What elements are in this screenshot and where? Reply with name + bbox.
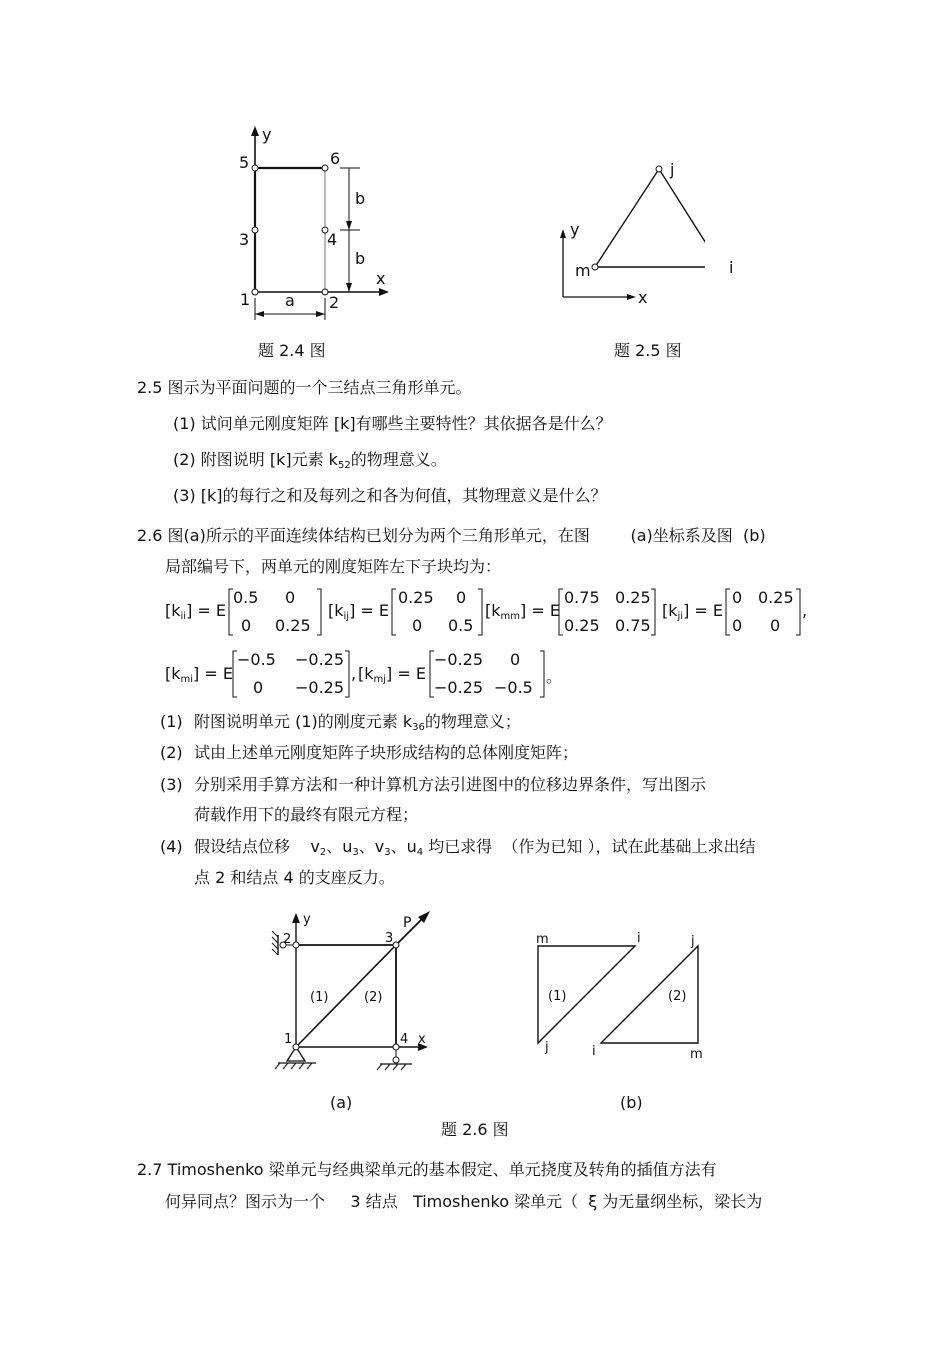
problem-2-5-q1: (1) 试问单元刚度矩阵 [k]有哪些主要特性？其依据各是什么？ <box>173 414 612 433</box>
node-label: 3 <box>385 931 394 946</box>
node-label: i <box>592 1044 596 1059</box>
node-label: 5 <box>239 153 250 172</box>
axis-y-label: y <box>303 912 311 927</box>
axis-y-label: y <box>262 125 272 144</box>
matrix-k-mj: $[k_{mj}] = E$ −0.25 0 −0.25 −0.5 。 <box>358 650 563 697</box>
problem-2-7-line2: 何异同点？图示为一个 3 结点 Timoshenko 梁单元（ ξ 为无量纲坐标，梁长为 <box>165 1192 763 1211</box>
figure-2-5-overlay <box>545 155 745 315</box>
node-label: 6 <box>330 149 341 168</box>
figure-2-6b <box>525 925 715 1065</box>
problem-2-7-line1: 2.7 Timoshenko 梁单元与经典梁单元的基本假定、单元挠度及转角的插值方法有 <box>137 1160 717 1179</box>
item-number: (1) <box>160 712 183 731</box>
element-label: (2) <box>364 990 383 1005</box>
load-label: P <box>403 915 412 931</box>
axis-x-label: x <box>638 288 648 307</box>
subfigure-caption: (a) <box>330 1093 353 1112</box>
problem-2-6-item2: 试由上述单元刚度矩阵子块形成结构的总体刚度矩阵； <box>194 743 579 762</box>
node-label: 1 <box>284 1032 293 1047</box>
problem-2-6-item3b: 荷载作用下的最终有限元方程； <box>194 805 419 824</box>
node-label: 1 <box>240 290 251 309</box>
figure-2-4 <box>225 120 400 325</box>
figure-caption: 题 2.4 图 <box>258 341 326 360</box>
axis-x-label: x <box>418 1032 426 1047</box>
problem-2-6-item1: 附图说明单元 (1)的刚度元素 $k_{36}$的物理意义； <box>194 712 521 733</box>
item-number: (2) <box>160 743 183 762</box>
figure-caption: 题 2.6 图 <box>441 1120 509 1139</box>
problem-2-5-stem: 2.5 图示为平面问题的一个三结点三角形单元。 <box>137 378 472 397</box>
node-label: 2 <box>329 293 340 312</box>
figure-caption: 题 2.5 图 <box>614 341 682 360</box>
matrix-k-mm: $[k_{mm}] = E$ 0.75 0.25 0.25 0.75 <box>485 586 660 638</box>
node-label: m <box>536 932 549 947</box>
matrix-k-ii: $[k_{ii}] = E$ 0.5 0 0 0.25 <box>165 586 325 638</box>
figure-2-6a <box>260 905 440 1085</box>
matrix-k-ij: $[k_{ij}] = E$ 0.25 0 0 0.5 <box>328 586 488 638</box>
problem-2-6-line2: 局部编号下，两单元的刚度矩阵左下子块均为： <box>165 557 502 576</box>
item-number: (4) <box>160 837 183 856</box>
node-label: j <box>691 934 695 949</box>
node-label: i <box>729 258 734 277</box>
problem-2-6-item4b: 点 2 和结点 4 的支座反力。 <box>194 868 395 887</box>
dimension-b-label: b <box>355 189 366 208</box>
node-label: m <box>575 261 591 280</box>
dimension-b-label: b <box>355 249 366 268</box>
node-label: i <box>637 931 641 946</box>
item-number: (3) <box>160 775 183 794</box>
node-label: 4 <box>327 230 338 249</box>
node-label: j <box>670 160 675 179</box>
axis-x-label: x <box>376 269 386 288</box>
problem-2-6-line1: 2.6 图(a)所示的平面连续体结构已划分为两个三角形单元，在图 (a)坐标系及图 (b) <box>137 526 766 545</box>
problem-2-5-q3: (3) [k]的每行之和及每列之和各为何值，其物理意义是什么？ <box>173 486 607 505</box>
problem-2-6-item4a: 假设结点位移 $v_2$、$u_3$、$v_3$、$u_4$ 均已求得 （作为已知 ），试在此基础上求出结 <box>194 837 756 858</box>
problem-2-6-item3a: 分别采用手算方法和一种计算机方法引进图中的位移边界条件，写出图示 <box>194 775 707 794</box>
matrix-k-ji: $[k_{ji}] = E$ 0 0.25 0 0 , <box>662 588 808 635</box>
node-label: m <box>690 1047 703 1062</box>
problem-2-5-q2: (2) 附图说明 [k]元素 $k_{52}$的物理意义。 <box>173 450 447 471</box>
subfigure-caption: (b) <box>620 1093 643 1112</box>
node-label: 4 <box>400 1032 409 1047</box>
node-label: 3 <box>239 230 250 249</box>
element-label: (1) <box>310 990 329 1005</box>
dimension-a-label: a <box>285 291 295 310</box>
element-label: (1) <box>548 989 567 1004</box>
node-label: j <box>545 1040 549 1055</box>
node-label: 2 <box>283 932 292 947</box>
element-label: (2) <box>668 989 687 1004</box>
matrix-k-mi: $[k_{mi}] = E$ −0.5 −0.25 0 −0.25 , <box>165 650 357 697</box>
axis-y-label: y <box>570 220 580 239</box>
